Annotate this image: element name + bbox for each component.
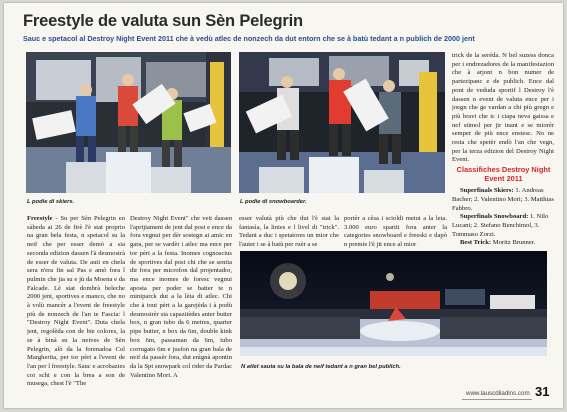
results-snowboard-value: 1. Nilo Lucani; 2. Stefano Benchimol, 3. Tommaso Zorzi. — [452, 213, 549, 238]
results-skiers-value: 1. Andreas Bacher; 2. Valentino Mori; 3. Matthias Fabbro. — [452, 187, 554, 212]
article-headline: Freestyle de valuta sun Sèn Pelegrin — [23, 12, 303, 30]
footer-url: www.lauscdiladins.com — [466, 390, 530, 397]
ski-podium-caption: L podie di skiers. — [27, 199, 75, 205]
snowboard-podium-photo — [239, 52, 445, 193]
night-event-photo — [240, 251, 547, 356]
magazine-page — [4, 3, 563, 408]
results-best-trick — [452, 239, 555, 248]
article-column-2: Destroy Night Event" che veit dassen l'aprijiament de jent dal post e ence da fora vegnui per dèr sostegn ai amic en gara, per se vardèr i atlec ma ence per tor pèrt a la festa. Inomes cognoscius de sportives dal post chi che se sentia dir fora per microfon dal projentador, ma ence inomes de foresc vegnui aposta per poder se batter te n miniparck dut a la lèta di atlec. Chi che à tout pèrt a la garejèda i à podù desmostrèr sia capazitèdes anter butter box, n gran tubo da 6 metres, quarter pipe butter, n box da 6m, double kink box 6m, passaman da 6m, tubo corrugato 6m e jusfon na gran bala de neif da passèr fora, dut enìgnà apontin da la Spt snowpark col rider da Pardac Valentino Mori. A — [130, 215, 232, 379]
article-subhead: Sauc e spetacol al Destroy Night Event 2011 che à vedù atlec de nonzech da dut entorn che se à batù tedant a n publich de 2000 jent — [23, 34, 475, 43]
article-column-3: esser valutà più che dut l'è stat la fantasìa, la linies e l livel di "trick". Tedant a duc i spetatores un mior che l'auter i se à batù per ruèr a se — [239, 215, 339, 249]
ski-podium-photo — [26, 52, 231, 193]
article-column-1 — [27, 215, 125, 408]
night-event-caption: N atlet sauta su la bala de neif tedant a n gran bel publich. — [241, 364, 401, 370]
results-sidebar — [452, 166, 555, 248]
results-snowboard-label: Superfinals Snowboard: — [460, 213, 529, 221]
results-skiers — [452, 187, 555, 213]
snowboard-podium-caption: L podie di snowboarder. — [240, 199, 307, 205]
results-trick-value: Moritz Brunner. — [491, 239, 536, 247]
article-column-5: trick de la seréda. N bel suzess donca per i endrezadores de la manifestazion che à arjont n bon numer de partezipanc e de publich. Ence dal pont de veduda sportif l Destroy l'è dassen n event de valuta ence per i joegn che ge vardan a chi più gregn e più bravi che ic i ciapa neva gaissa e nef stimol per jir inant e se miorèr semper de più ence enstesc. No ne resta che spetèr endò l'an che vegn, per la terza edizion del Destroy Night Event. — [452, 52, 554, 164]
article-column-4: portèr a cèsa i scioldi metui a la leta. 3.000 euro spartii fora anter la categories snowboard e freeski e dapò n premie l'è jit ence al mior — [344, 215, 447, 249]
article-lead-word: Freestyle — [27, 215, 53, 222]
results-snowboard — [452, 213, 555, 239]
article-column-1-text: - Su per Sèn Pelegrin en sàbeda ai 26 de firè l'è stat proprio na gran bela festa, n spetacol su la neif che per esser demò a sia seconda edizion dassen l'à desmostrà de esser de valuta. De auti en chela sera n'era fin sal Pas e amò fora l pulmin che jia su e jù da Moena e da Falcade. Lè stat dombrà beleche 2000 jent, sportives e manco, che no à volù mancèr a l'event de freestyle più de nonzech de l'an te Fascia: l "Destroy Night Event". Duta chela jent, regolèda con de bie colores, la se à binà su la neives de Sèn Pelegrin, alò da la forenadoa Col Margherita, per tor pèrt a l'event de l'an per l freestyle. Sauc e acrobazies coi schi e con la brea a son de musega, chest l'è "The — [27, 215, 125, 388]
results-title: Classifiches Destroy Night Event 2011 — [456, 165, 551, 183]
results-trick-label: Best Trick: — [460, 239, 492, 247]
page-number: 31 — [535, 384, 550, 399]
results-skiers-label: Superfinals Skiers: — [460, 187, 514, 195]
footer-divider — [462, 399, 532, 400]
